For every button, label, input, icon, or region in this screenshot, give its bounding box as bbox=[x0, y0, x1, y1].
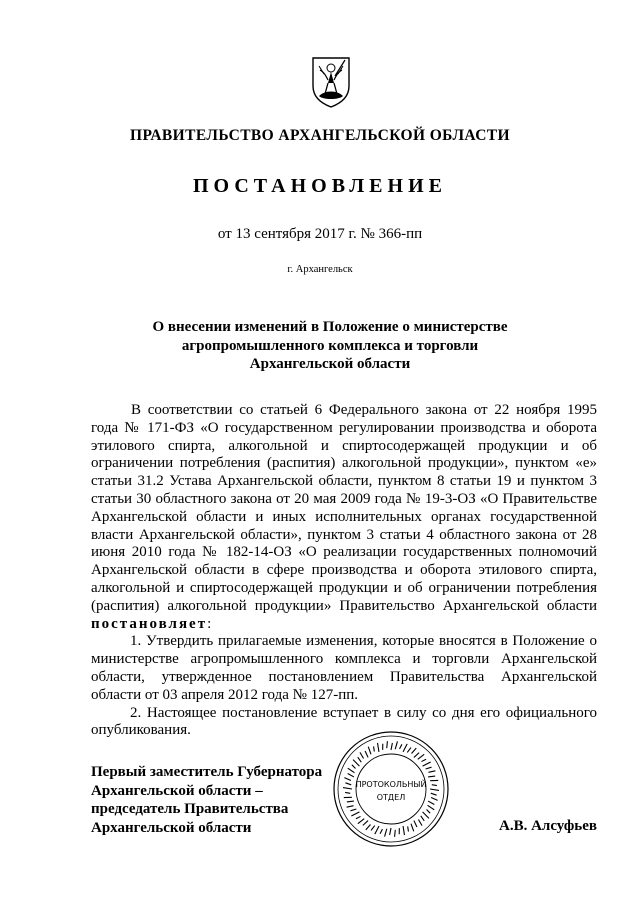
decree-item-1: 1. Утвердить прилагаемые изменения, которые вносятся в Положение о министерстве агропромышленного комплекса и торговли Архангельской области, утвержденное постановлением Правительства Архангельской области от 03 апреля 2012 года № 127-пп. bbox=[91, 633, 597, 703]
seal-ring-lettering bbox=[343, 741, 439, 837]
position-line: председатель Правительства bbox=[91, 801, 289, 818]
position-line: Архангельской области – bbox=[91, 782, 263, 799]
coat-of-arms-icon bbox=[311, 56, 351, 108]
subject-line: Архангельской области bbox=[249, 356, 411, 372]
seal-center-line: ОТДЕЛ bbox=[376, 793, 406, 802]
position-line: Первый заместитель Губернатора bbox=[91, 764, 323, 780]
government-title: ПРАВИТЕЛЬСТВО АРХАНГЕЛЬСКОЙ ОБЛАСТИ bbox=[129, 127, 510, 144]
signatory-name: А.В. Алсуфьев bbox=[499, 818, 597, 834]
document-subject bbox=[120, 318, 540, 374]
position-line: Архангельской области bbox=[91, 819, 252, 836]
document-body bbox=[91, 402, 597, 740]
preamble-text: В соответствии со статьей 6 Федерального закона от 22 ноября 1995 года № 171-ФЗ «О государственном регулировании производства и оборота этилового спирта, алкогольной и спиртосодержащей продукции и об ограничении потребления (распития) алкогольной продукции», пунктом «е» статьи 31.2 Устава Архангельской области, пунктом 8 статьи 19 и пунктом 3 статьи 30 областного закона от 20 мая 2009 года № 19-3-ОЗ «О Правительстве Архангельской области и иных исполнительных органах государственной власти Архангельской области», пунктом 3 статьи 4 областного закона от 28 июня 2010 года № 182-14-ОЗ «О реализации государственных полномочий Архангельской области в сфере производства и оборота этилового спирта, алкогольной и спиртосодержащей продукции и об ограничении потребления (распития) алкогольной продукции» Правительство Архангельской области bbox=[91, 402, 597, 614]
seal-stamp bbox=[332, 730, 450, 848]
document-date-number: от 13 сентября 2017 г. № 366-пп bbox=[217, 226, 423, 242]
seal-center-line: ПРОТОКОЛЬНЫЙ bbox=[355, 780, 427, 789]
decree-word: постановляет bbox=[91, 615, 208, 632]
document-city: г. Архангельск bbox=[287, 264, 353, 275]
document-type: ПОСТАНОВЛЕНИЕ bbox=[193, 175, 447, 197]
preamble-paragraph: В соответствии со статьей 6 Федерального закона от 22 ноября 1995 года № 171-ФЗ «О государственном регулировании производства и оборота этилового спирта, алкогольной и спиртосодержащей продукции и об ограничении потребления (распития) алкогольной продукции», пунктом «е» статьи 31.2 Устава Архангельской области, пунктом 8 статьи 19 и пунктом 3 статьи 30 областного закона от 20 мая 2009 года № 19-3-ОЗ «О Правительстве Архангельской области и иных исполнительных органах государственной власти Архангельской области», пунктом 3 статьи 4 областного закона от 28 июня 2010 года № 182-14-ОЗ «О реализации государственных полномочий Архангельской области в сфере производства и оборота этилового спирта, алкогольной и спиртосодержащей продукции и об ограничении потребления (распития) алкогольной продукции» Правительство Архангельской области постановляет: bbox=[91, 402, 597, 632]
decree-item-2: 2. Настоящее постановление вступает в силу со дня его официального опубликования. bbox=[91, 704, 597, 739]
subject-line: О внесении изменений в Положение о министерстве bbox=[152, 319, 508, 335]
subject-line: агропромышленного комплекса и торговли bbox=[181, 337, 479, 354]
signatory-position bbox=[91, 763, 351, 837]
